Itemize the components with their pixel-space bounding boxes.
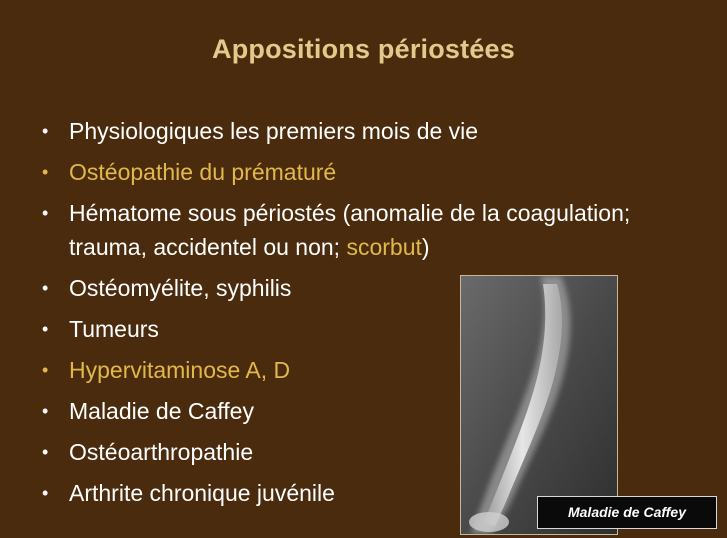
bullet-text: Physiologiques les premiers mois de vie: [69, 118, 479, 144]
bullet-text: Maladie de Caffey: [69, 398, 254, 424]
bullet-text: Arthrite chronique juvénile: [69, 480, 335, 506]
bullet-item: [38, 114, 698, 148]
bullet-highlight-word: scorbut: [346, 234, 422, 260]
bullet-item: [38, 155, 698, 189]
bullet-text: Tumeurs: [69, 316, 159, 342]
bullet-dot-icon: •: [42, 319, 49, 339]
bullet-dot-icon: •: [42, 483, 49, 503]
bullet-item: [38, 196, 698, 264]
bullet-text-tail: ): [421, 234, 430, 260]
bullet-text: Ostéomyélite, syphilis: [69, 275, 292, 301]
bullet-text: Hypervitaminose A, D: [69, 357, 291, 383]
bullet-dot-icon: •: [42, 360, 49, 380]
bullet-dot-icon: •: [42, 121, 49, 141]
bullet-text: Ostéoarthropathie: [69, 439, 254, 465]
slide-title: Appositions périostées: [212, 34, 515, 64]
image-caption: Maladie de Caffey: [537, 496, 717, 529]
bullet-text: Hématome sous périostés (anomalie de la coagulation; trauma, accidentel ou non;: [69, 200, 631, 260]
bullet-dot-icon: •: [42, 162, 49, 182]
bullet-dot-icon: •: [42, 442, 49, 462]
bullet-text: Ostéopathie du prématuré: [69, 159, 337, 185]
bullet-dot-icon: •: [42, 203, 49, 223]
bullet-dot-icon: •: [42, 401, 49, 421]
bullet-dot-icon: •: [42, 278, 49, 298]
